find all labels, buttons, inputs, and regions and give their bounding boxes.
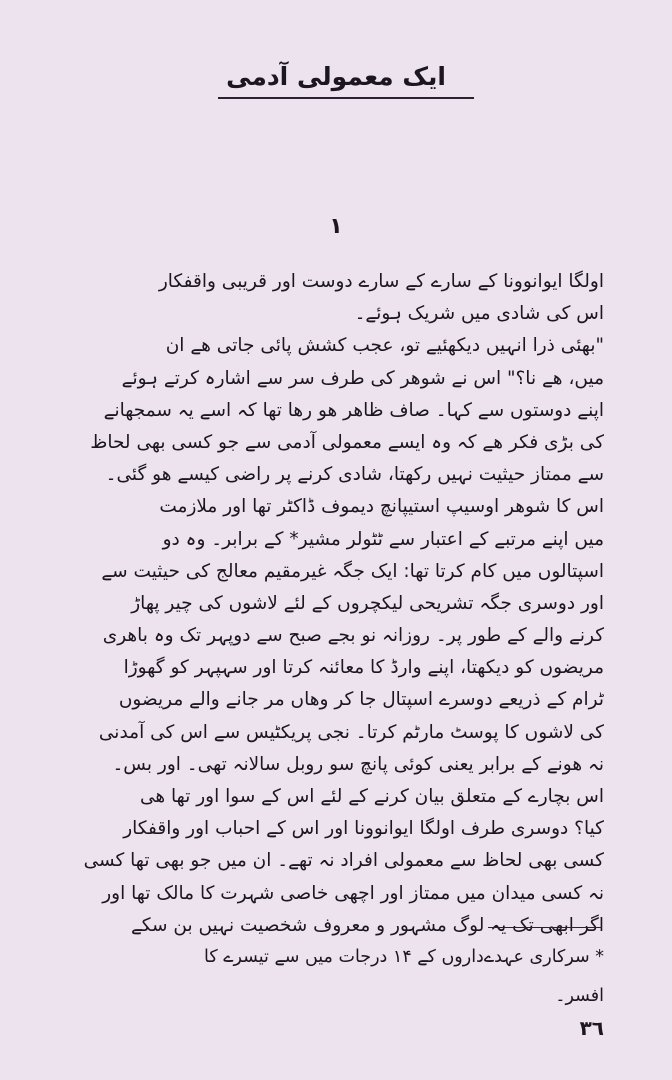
- body-text: [66, 266, 604, 942]
- body-line: کسی بھی لحاظ سے معمولی افراد نہ تھے۔ ان میں جو بھی تھا کسی: [83, 850, 604, 872]
- body-line: کیا؟ دوسری طرف اولگا ایوانوونا اور اس کے احباب اور واقفکار: [123, 818, 604, 840]
- page-title: ایک معمولی آدمی: [226, 62, 446, 91]
- footnote-line: افسر۔: [555, 986, 604, 1006]
- body-line: میں، ھے نا؟" اس نے شوھر کی طرف سر سے اشارہ کرتے ہوئے: [121, 367, 604, 389]
- body-line: کرنے والے کے طور پر۔ روزانہ نو بجے صبح سے دوپہر تک وہ باھری: [102, 625, 604, 647]
- body-line: "بھئی ذرا انہیں دیکھئیے تو، عجب کشش پائی جاتی ھے ان: [165, 335, 604, 357]
- body-line: نہ کسی میدان میں ممتاز اور اچھی خاصی شہرت کا مالک تھا اور: [102, 882, 604, 904]
- footnote-line: * سرکاری عہدےداروں کے ۱۴ درجات میں سے تیسرے کا: [204, 947, 604, 967]
- page-number: ۳٦: [579, 1016, 604, 1040]
- body-line: اس بچارے کے متعلق بیان کرنے کے لئے اس کے سوا اور تھا ھی: [139, 786, 604, 807]
- body-line: اگر ابھی تک یہ لوگ مشہور و معروف شخصیت نہیں بن سکے: [130, 914, 604, 936]
- body-line: اسپتالوں میں کام کرتا تھا: ایک جگہ غیرمقیم معالج کی حیثیت سے: [101, 560, 604, 582]
- chapter-number: ۱: [329, 214, 343, 239]
- body-line: کی لاشوں کا پوسٹ مارٹم کرتا۔ نجی پریکٹیس سے اس کی آمدنی: [98, 721, 604, 743]
- body-line: اس کی شادی میں شریک ہوئے۔: [354, 303, 604, 325]
- body-line: میں اپنے مرتبے کے اعتبار سے ٹٹولر مشیر* کے برابر۔ وہ دو: [162, 528, 604, 550]
- body-line: اولگا ایوانوونا کے سارے کے سارے دوست اور قریبی واقفکار: [158, 271, 604, 292]
- body-line: ٹرام کے ذریعے دوسرے اسپتال جا کر وھاں مر جانے والے مریضوں: [118, 689, 604, 711]
- footnote: [66, 938, 604, 1016]
- body-line: سے ممتاز حیثیت نہیں رکھتا، شادی کرنے پر راضی کیسے ھو گئی۔: [105, 464, 604, 486]
- footnote-separator: [488, 927, 602, 928]
- body-line: نہ ھونے کے برابر یعنی کوئی پانچ سو روبل سالانہ تھی۔ اور بس۔: [112, 753, 604, 775]
- title-underline: [218, 97, 474, 99]
- body-line: اس کا شوھر اوسیپ استیپانچ دیموف ڈاکٹر تھا اور ملازمت: [159, 496, 604, 518]
- body-line: اور دوسری جگہ تشریحی لیکچروں کے لئے لاشوں کی چیر پھاڑ: [131, 592, 604, 614]
- body-line: کی بڑی فکر ھے کہ وہ ایسے معمولی آدمی سے جو کسی بھی لحاظ: [90, 431, 604, 453]
- body-line: مریضوں کو دیکھتا، اپنے وارڈ کا معائنہ کرتا اور سہپہر کو گھوڑا: [123, 657, 604, 679]
- body-line: اپنے دوستوں سے کہا۔ صاف ظاھر ھو رھا تھا کہ اسے یہ سمجھانے: [103, 399, 604, 421]
